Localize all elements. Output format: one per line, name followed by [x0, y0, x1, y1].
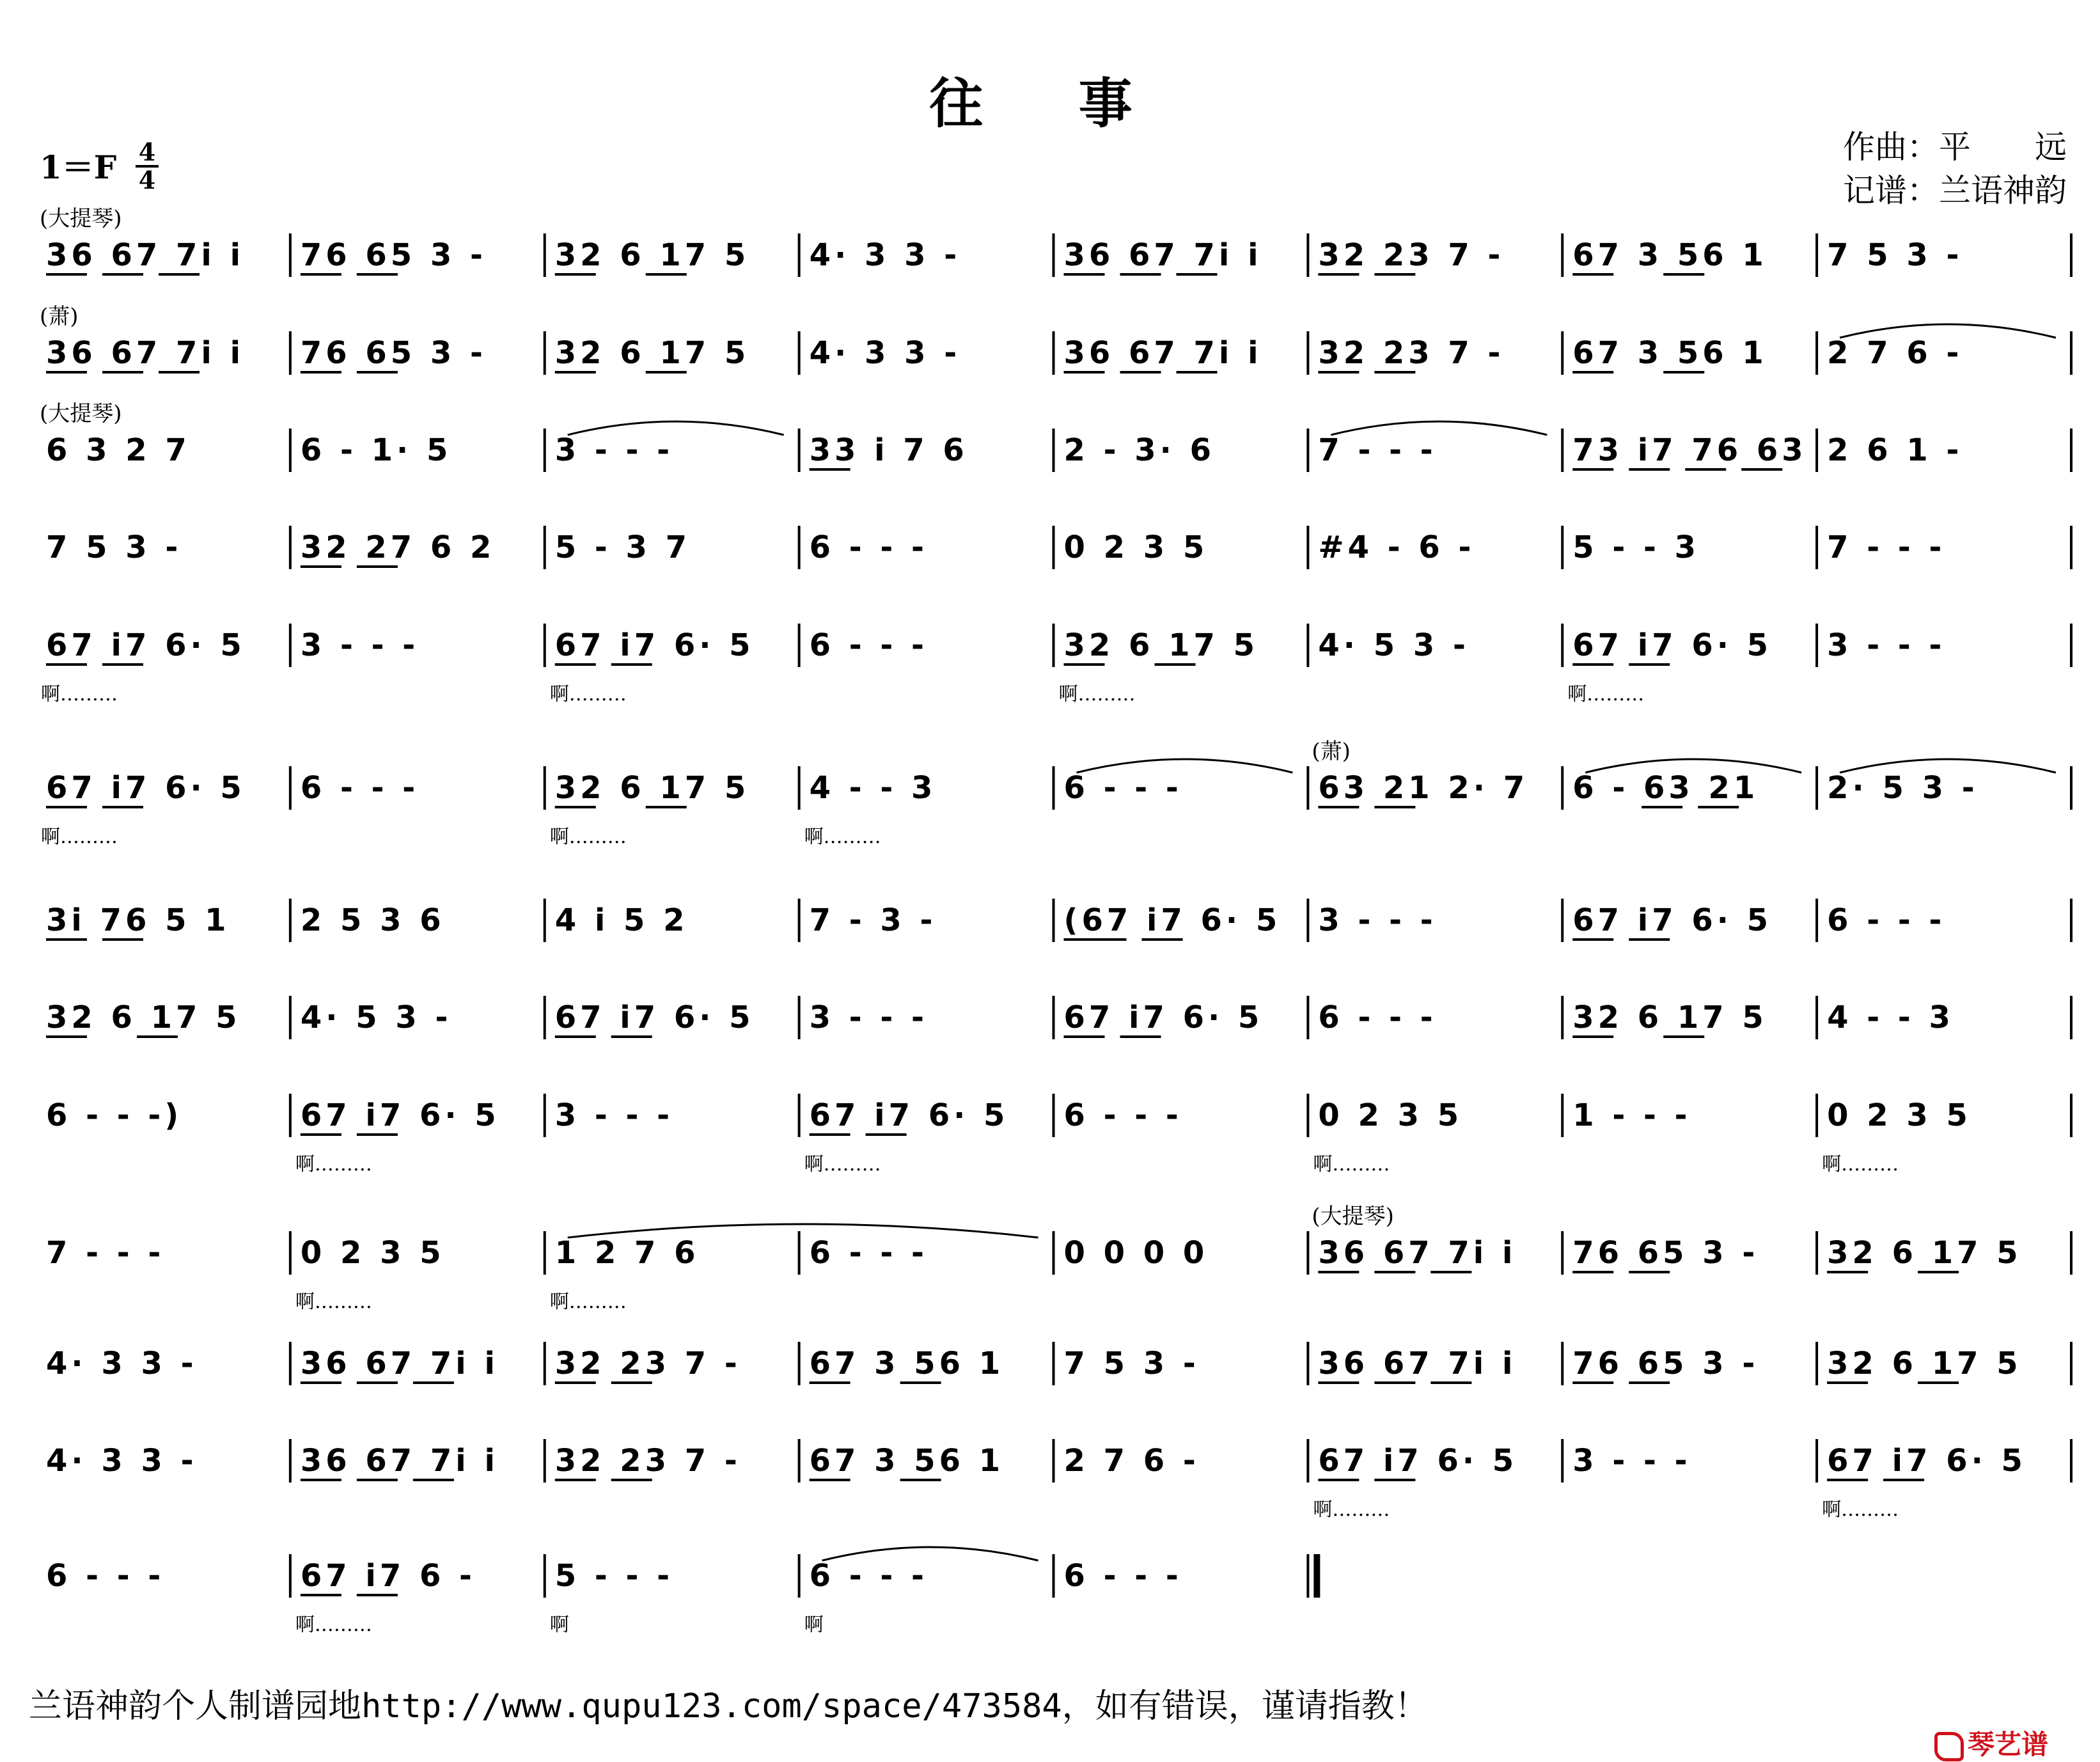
measure-notes: 32 23 7 - [554, 1346, 741, 1381]
lyric-syllable: 啊……… [804, 1153, 881, 1176]
measure-notes: 36 67 7i i [46, 237, 245, 273]
measure-notes: 2 7 6 - [1827, 335, 1963, 371]
lyric-syllable: 啊……… [1822, 1498, 1899, 1521]
measure-notes: 0 2 3 5 [300, 1235, 445, 1271]
key-signature: 1＝F [40, 148, 117, 186]
measure-notes: 67 i7 6· 5 [46, 627, 246, 663]
lyric-syllable: 啊……… [295, 1153, 372, 1176]
lyric-syllable: 啊……… [295, 1291, 372, 1313]
measure-notes: 7 - 3 - [809, 902, 937, 938]
time-signature-bottom: 4 [138, 166, 156, 194]
composer-credit: 作曲：平 远 [1843, 129, 2067, 166]
measure-notes: 4· 5 3 - [300, 1000, 452, 1035]
measure-notes: 6 - - -) [46, 1097, 183, 1133]
measure-notes: 7 - - - [1827, 530, 1946, 565]
measure-notes: 67 i7 6· 5 [300, 1097, 500, 1133]
measure-notes: 1 2 7 6 [554, 1235, 700, 1271]
measure-notes: 32 6 17 5 [554, 335, 750, 371]
measure-notes: 63 21 2· 7 [1318, 770, 1529, 806]
measure-notes: 7 5 3 - [1827, 237, 1963, 273]
logo-text: 琴艺谱 [1968, 1729, 2049, 1760]
measure-notes: 36 67 7i i [1063, 335, 1262, 371]
measure-notes: 7 5 3 - [46, 530, 182, 565]
instrument-label: (萧) [1312, 739, 1351, 764]
measure-notes: 1 - - - [1572, 1097, 1691, 1133]
measure-notes: 6 - - - [809, 530, 928, 565]
lyric-syllable: 啊 [804, 1614, 824, 1636]
measure-notes: 2· 5 3 - [1827, 770, 1979, 806]
instrument-label: (大提琴) [1312, 1204, 1394, 1229]
measure-notes: 4 - - 3 [1827, 1000, 1954, 1035]
lyric-syllable: 啊……… [295, 1614, 372, 1636]
measure-notes: 2 7 6 - [1063, 1443, 1200, 1479]
measure-notes: 5 - - 3 [1572, 530, 1700, 565]
lyric-syllable: 啊……… [41, 683, 118, 705]
measure-notes: 67 3 56 1 [809, 1443, 1005, 1479]
measure-notes: 67 3 56 1 [1572, 237, 1767, 273]
instrument-label: (大提琴) [40, 206, 122, 232]
measure-notes: 33 i 7 6 [809, 432, 968, 468]
lyric-syllable: 啊……… [1567, 683, 1645, 705]
lyric-syllable: 啊……… [1313, 1498, 1390, 1521]
lyric-syllable: 啊……… [41, 826, 118, 848]
lyric-syllable: 啊……… [1313, 1153, 1390, 1176]
measure-notes: 0 2 3 5 [1063, 530, 1209, 565]
measure-notes: 73 i7 76 63 [1572, 432, 1807, 468]
time-signature-top: 4 [138, 138, 156, 166]
measure-notes: 7 5 3 - [1063, 1346, 1200, 1381]
measure-notes: 6 - 1· 5 [300, 432, 452, 468]
site-logo [1934, 1724, 2048, 1762]
measure-notes: 6 - - - [1063, 770, 1182, 806]
measure-notes: 4· 5 3 - [1318, 627, 1469, 663]
measure-notes: 4 i 5 2 [554, 902, 689, 938]
measure-notes: 36 67 7i i [300, 1443, 499, 1479]
lyric-syllable: 啊……… [549, 826, 627, 848]
measure-notes: 6 - - - [46, 1558, 165, 1594]
measure-notes: 2 - 3· 6 [1063, 432, 1215, 468]
measure-notes: 7 - - - [1318, 432, 1437, 468]
measure-notes: 6 - - - [1063, 1558, 1182, 1594]
measure-notes: 3 - - - [554, 1097, 674, 1133]
measure-notes: 4· 3 3 - [46, 1346, 198, 1381]
transcriber-credit: 记谱：兰语神韵 [1843, 172, 2067, 209]
measure-notes: 5 - - - [554, 1558, 674, 1594]
measure-notes: 67 i7 6· 5 [554, 1000, 755, 1035]
measure-notes: 7 - - - [46, 1235, 165, 1271]
measure-notes: 67 3 56 1 [809, 1346, 1005, 1381]
measure-notes: 76 65 3 - [1572, 1235, 1759, 1271]
measure-notes: 6 3 2 7 [46, 432, 191, 468]
measure-notes: 3 - - - [554, 432, 674, 468]
instrument-label: (萧) [40, 304, 79, 329]
measure-notes: 76 65 3 - [300, 237, 487, 273]
measure-notes: 36 67 7i i [1318, 1346, 1517, 1381]
measure-notes: 6 - - - [809, 1558, 928, 1594]
score-title: 往 事 [929, 72, 1171, 135]
measure-notes: 67 i7 6· 5 [46, 770, 246, 806]
measure-notes: 4· 3 3 - [46, 1443, 198, 1479]
measure-notes: 32 6 17 5 [1572, 1000, 1767, 1035]
measure-notes: 36 67 7i i [46, 335, 245, 371]
measure-notes: 6 - - - [809, 1235, 928, 1271]
measure-notes: 2 5 3 6 [300, 902, 445, 938]
lyric-syllable: 啊……… [1822, 1153, 1899, 1176]
measure-notes: 32 6 17 5 [1063, 627, 1259, 663]
measure-notes: 67 i7 6· 5 [1572, 902, 1773, 938]
measure-notes: 67 i7 6· 5 [1063, 1000, 1264, 1035]
measure-notes: 6 - - - [809, 627, 928, 663]
footer-note[interactable]: 兰语神韵个人制谱园地http://www.qupu123.com/space/473584，如有错误，谨请指教！ [29, 1687, 1428, 1726]
measure-notes: 76 65 3 - [300, 335, 487, 371]
measure-notes: 4· 3 3 - [809, 335, 961, 371]
measure-notes: 3 - - - [809, 1000, 928, 1035]
measure-notes: 3 - - - [1827, 627, 1946, 663]
measure-notes: 0 2 3 5 [1318, 1097, 1463, 1133]
lyric-syllable: 啊……… [804, 826, 881, 848]
measure-notes: 32 23 7 - [1318, 237, 1505, 273]
measure-notes: 36 67 7i i [300, 1346, 499, 1381]
measure-notes: 6 - - - [1827, 902, 1946, 938]
measure-notes: #4 - 6 - [1318, 530, 1475, 565]
measure-notes: 32 6 17 5 [1827, 1346, 2022, 1381]
measure-notes: 6 - - - [1063, 1097, 1182, 1133]
measure-notes: 32 27 6 2 [300, 530, 496, 565]
measure-notes: 76 65 3 - [1572, 1346, 1759, 1381]
measure-notes: 4 - - 3 [809, 770, 937, 806]
measure-notes: 67 i7 6· 5 [554, 627, 755, 663]
measure-notes: 32 23 7 - [1318, 335, 1505, 371]
instrument-label: (大提琴) [40, 401, 122, 427]
measure-notes: 6 - - - [300, 770, 419, 806]
measure-notes: 6 - 63 21 [1572, 770, 1759, 806]
measure-notes: 6 - - - [1318, 1000, 1437, 1035]
measure-notes: 67 i7 6· 5 [1318, 1443, 1518, 1479]
lyric-syllable: 啊 [549, 1614, 569, 1636]
lyric-syllable: 啊……… [549, 1291, 627, 1313]
measure-notes: 0 0 0 0 [1063, 1235, 1209, 1271]
measure-notes: 3 - - - [300, 627, 419, 663]
logo-icon [1934, 1732, 1964, 1761]
measure-notes: (67 i7 6· 5 [1063, 902, 1281, 938]
measure-notes: 32 6 17 5 [46, 1000, 241, 1035]
lyric-syllable: 啊……… [549, 683, 627, 705]
measure-notes: 0 2 3 5 [1827, 1097, 1971, 1133]
measure-notes: 3 - - - [1318, 902, 1437, 938]
measure-notes: 67 3 56 1 [1572, 335, 1767, 371]
measure-notes: 2 6 1 - [1827, 432, 1963, 468]
measure-notes: 3 - - - [1572, 1443, 1691, 1479]
measure-notes: 32 23 7 - [554, 1443, 741, 1479]
measure-notes: 36 67 7i i [1318, 1235, 1517, 1271]
measure-notes: 67 i7 6· 5 [1572, 627, 1773, 663]
measure-notes: 3i 76 5 1 [46, 902, 230, 938]
measure-notes: 32 6 17 5 [554, 770, 750, 806]
measure-notes: 4· 3 3 - [809, 237, 961, 273]
measure-notes: 32 6 17 5 [1827, 1235, 2022, 1271]
lyric-syllable: 啊……… [1058, 683, 1136, 705]
measure-notes: 67 i7 6· 5 [809, 1097, 1009, 1133]
measure-notes: 32 6 17 5 [554, 237, 750, 273]
measure-notes: 67 i7 6· 5 [1827, 1443, 2026, 1479]
measure-notes: 36 67 7i i [1063, 237, 1262, 273]
measure-notes: 5 - 3 7 [554, 530, 691, 565]
measure-notes: 67 i7 6 - [300, 1558, 476, 1594]
